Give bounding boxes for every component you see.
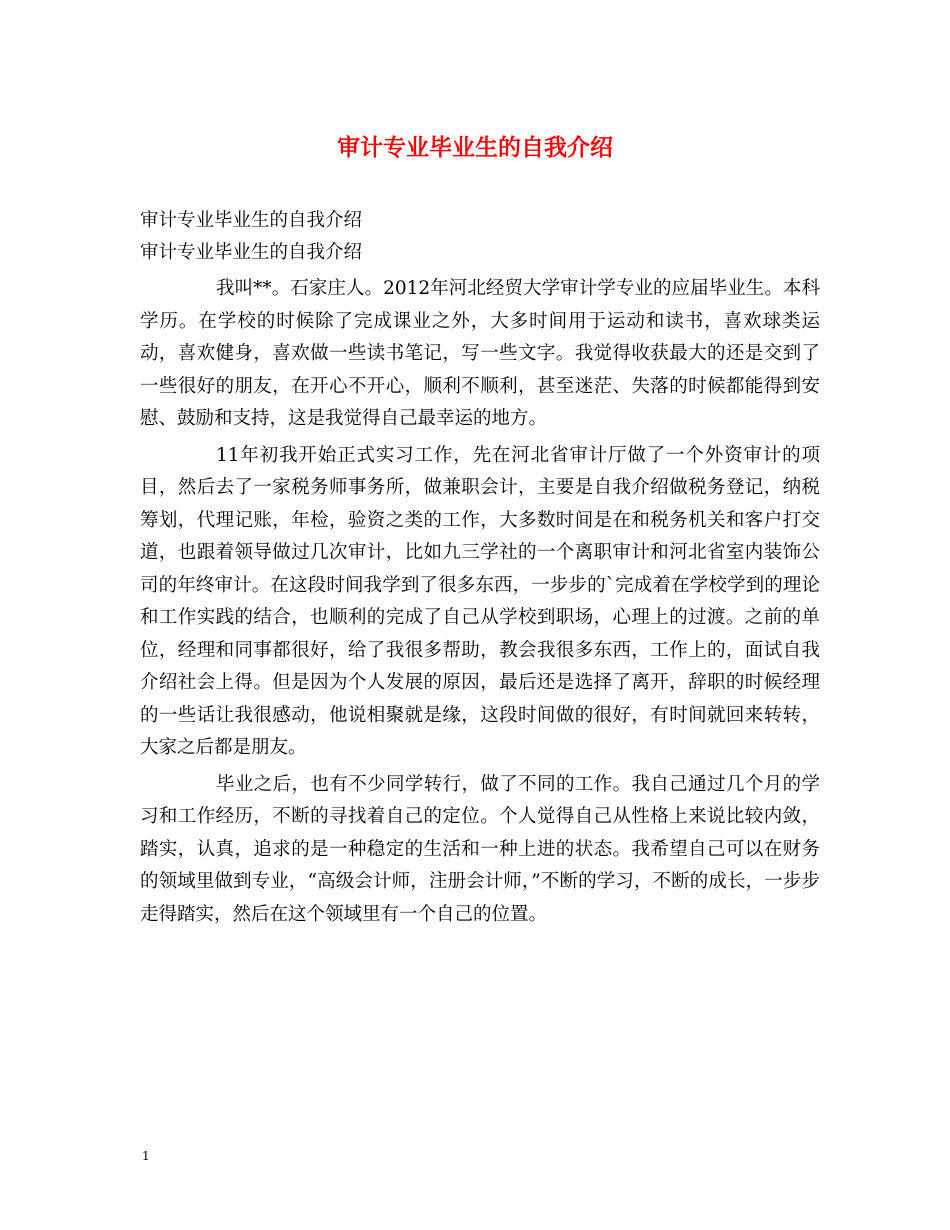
subheading-line: 审计专业毕业生的自我介绍 xyxy=(140,242,363,263)
body-paragraph: 11年初我开始正式实习工作，先在河北省审计厅做了一个外资审计的项目，然后去了一家税务师事务所，做兼职会计，主要是自我介绍做税务登记，纳税筹划，代理记账，年检，验资之类的工作，大多数时间是在和税务机关和客户打交道，也跟着领导做过几次审计，比如九三学社的一个离职审计和河北省室内装饰公司的年终审计。在这段时间我学到了很多东西，一步步的`完成着在学校学到的理论和工作实践的结合，也顺利的完成了自己从学校到职场，心理上的过渡。之前的单位，经理和同事都很好，给了我很多帮助，教会我很多东西，工作上的，面试自我介绍社会上得。但是因为个人发展的原因，最后还是选择了离开，辞职的时候经理的一些话让我很感动，他说相聚就是缘，这段时间做的很好，有时间就回来转转，大家之后都是朋友。 xyxy=(140,444,820,758)
page-number: 1 xyxy=(142,1149,150,1163)
document-body xyxy=(140,205,820,931)
body-paragraph: 我叫**。石家庄人。2012年河北经贸大学审计学专业的应届毕业生。本科学历。在学校的时候除了完成课业之外，大多时间用于运动和读书，喜欢球类运动，喜欢健身，喜欢做一些读书笔记，写一些文字。我觉得收获最大的还是交到了一些很好的朋友，在开心不开心，顺利不顺利，甚至迷茫、失落的时候都能得到安慰、鼓励和支持，这是我觉得自己最幸运的地方。 xyxy=(140,278,820,429)
document-title: 审计专业毕业生的自我介绍 xyxy=(337,134,613,161)
body-paragraph: 毕业之后，也有不少同学转行，做了不同的工作。我自己通过几个月的学习和工作经历，不断的寻找着自己的定位。个人觉得自己从性格上来说比较内敛，踏实，认真，追求的是一种稳定的生活和一种上进的状态。我希望自己可以在财务的领域里做到专业，“高级会计师，注册会计师，”不断的学习，不断的成长，一步步走得踏实，然后在这个领域里有一个自己的位置。 xyxy=(140,773,820,925)
subheading-line: 审计专业毕业生的自我介绍 xyxy=(140,210,363,231)
